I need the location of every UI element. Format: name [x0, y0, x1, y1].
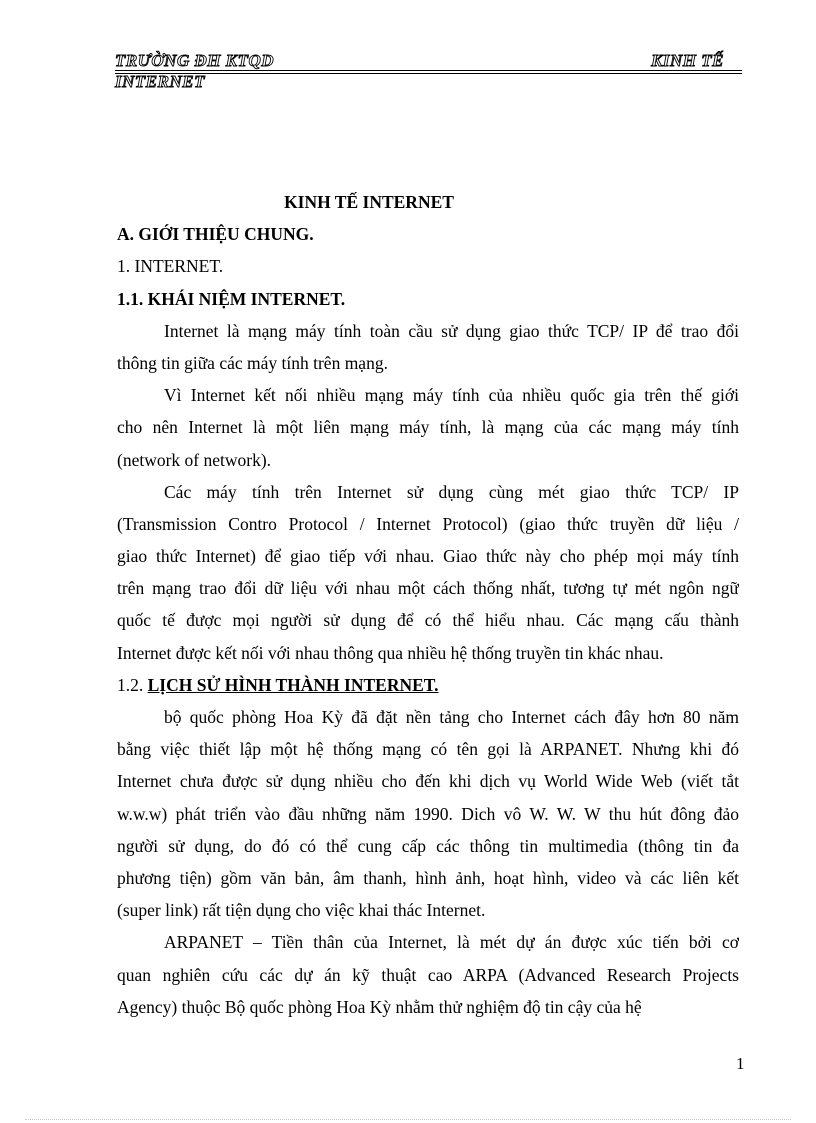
header-line2: INTERNET — [115, 72, 205, 91]
document-title: KINH TẾ INTERNET — [284, 192, 454, 212]
paragraph-4-line: bằng việc thiết lập một hệ thống mạng có tên gọi là ARPANET. Nhưng khi đó — [117, 739, 739, 760]
page-header — [115, 52, 742, 72]
paragraph-3-line: giao thức Internet) để giao tiếp với nhau. Giao thức này cho phép mọi máy tính — [117, 546, 739, 567]
paragraph-4-line: w.w.w) phát triển vào đầu những năm 1990. Dich vô W. W. W thu hút đông đảo — [117, 803, 739, 824]
paragraph-5-line: Agency) thuộc Bộ quốc phòng Hoa Kỳ nhằm thử nghiệm độ tin cậy của hệ — [117, 996, 642, 1017]
paragraph-1-line: thông tin giữa các máy tính trên mạng. — [117, 352, 388, 373]
heading-1-2-text: LỊCH SỬ HÌNH THÀNH INTERNET. — [147, 674, 439, 695]
paragraph-3-line: Internet được kết nối với nhau thông qua nhiều hệ thống truyền tin khác nhau. — [117, 642, 664, 663]
paragraph-2-line: (network of network). — [117, 449, 272, 470]
heading-1-1: 1.1. KHÁI NIỆM INTERNET. — [117, 288, 346, 309]
header-left: TRƯỜNG ĐH KTQD — [115, 51, 275, 70]
paragraph-4-line: (super link) rất tiện dụng cho việc khai thác Internet. — [117, 900, 486, 921]
section-heading-a: A. GIỚI THIỆU CHUNG. — [117, 224, 314, 245]
paragraph-3-line: quốc tế được mọi người sử dụng để có thể hiểu nhau. Các mạng cấu thành — [117, 610, 739, 631]
paragraph-5-line: quan nghiên cứu các dự án kỹ thuật cao ARPA (Advanced Research Projects — [117, 964, 739, 985]
header-right: KINH TẾ — [651, 51, 724, 70]
paragraph-4-line: người sử dụng, do đó có thể cung cấp các thông tin multimedia (thông tin đa — [117, 835, 739, 856]
paragraph-4-line: phương tiện) gồm văn bản, âm thanh, hình ảnh, hoạt hình, video và các liên kết — [117, 867, 739, 888]
document-body — [117, 186, 739, 1023]
header-rule — [115, 70, 742, 71]
heading-1: 1. INTERNET. — [117, 256, 224, 277]
paragraph-3-line: trên mạng trao đổi dữ liệu với nhau một cách thống nhất, tương tự mét ngôn ngữ — [117, 578, 739, 599]
paragraph-2-line: Vì Internet kết nối nhiều mạng máy tính của nhiều quốc gia trên thế giới — [164, 385, 739, 406]
heading-1-2 — [117, 669, 739, 701]
page-number: 1 — [736, 1054, 745, 1073]
paragraph-3-line: (Transmission Contro Protocol / Internet Protocol) (giao thức truyền dữ liệu / — [117, 513, 739, 534]
paragraph-4-line: bộ quốc phòng Hoa Kỳ đã đặt nền tảng cho Internet cách đây hơn 80 năm — [164, 707, 739, 727]
paragraph-3-line: Các máy tính trên Internet sử dụng cùng mét giao thức TCP/ IP — [164, 481, 739, 502]
paragraph-1-line: Internet là mạng máy tính toàn cầu sử dụng giao thức TCP/ IP để trao đổi — [164, 320, 739, 341]
paragraph-4-line: Internet chưa được sử dụng nhiều cho đến khi dịch vụ World Wide Web (viết tắt — [117, 771, 739, 792]
paragraph-5-line: ARPANET – Tiền thân của Internet, là mét dự án được xúc tiến bởi cơ — [164, 932, 739, 953]
paragraph-2-line: cho nên Internet là một liên mạng máy tính, là mạng của các mạng máy tính — [117, 417, 739, 438]
page-bottom-edge — [25, 1119, 791, 1120]
heading-1-2-number: 1.2. — [117, 674, 144, 695]
